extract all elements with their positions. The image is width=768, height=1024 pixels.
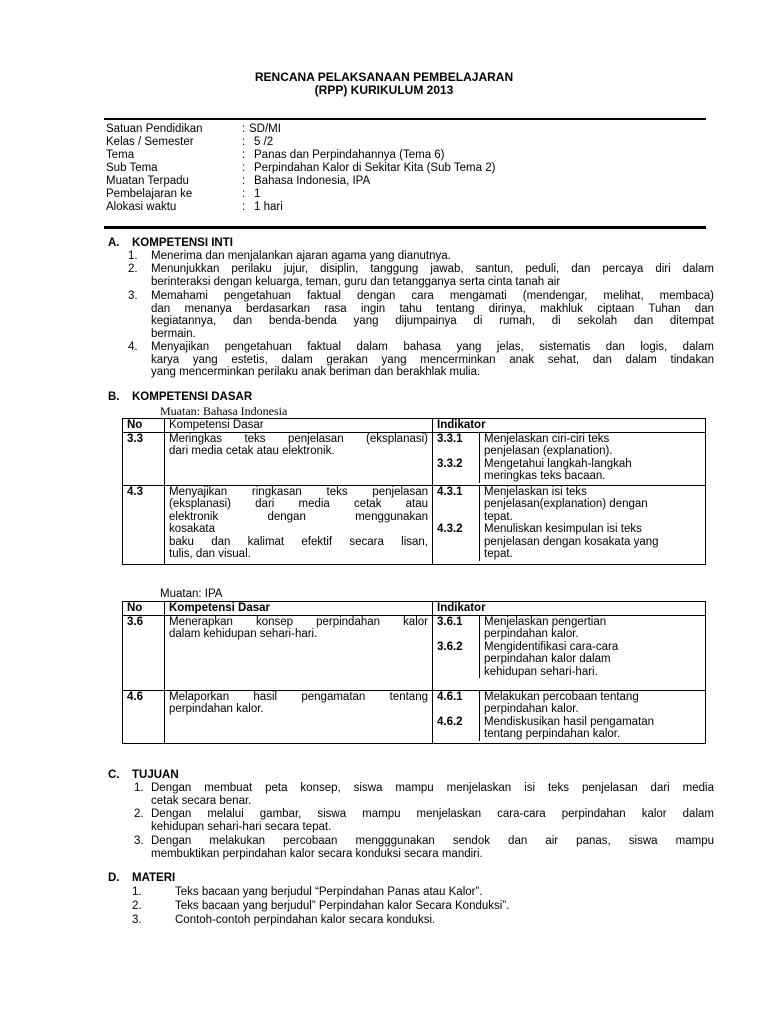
divider-bottom — [104, 226, 706, 229]
table-row: 4.6 Melaporkan hasil pengamatan tentang perpindahan kalor. 4.6.1 Melakukan percobaan tentang perpindahan kalor. 4.6.2 Mendiskusikan hasil pengamatan tentang perpindahan kalor. — [123, 690, 706, 743]
table-caption-bi: Muatan: Bahasa Indonesia — [160, 404, 288, 418]
info-row: Muatan Terpadu : Bahasa Indonesia, IPA — [106, 175, 371, 187]
document-title-line2: (RPP) KURIKULUM 2013 — [314, 83, 454, 97]
col-header-indikator: Indikator — [433, 419, 706, 433]
info-row: Tema : Panas dan Perpindahannya (Tema 6) — [106, 149, 445, 161]
col-header-indikator: Indikator — [433, 602, 706, 616]
document-title-line1: RENCANA PELAKSANAAN PEMBELAJARAN — [254, 70, 514, 84]
col-header-no: No — [123, 602, 165, 616]
col-header-kd: Kompetensi Dasar — [165, 602, 433, 616]
info-row: Kelas / Semester : 5 /2 — [106, 136, 274, 148]
col-header-no: No — [123, 419, 165, 433]
info-row: Sub Tema : Perpindahan Kalor di Sekitar Kita (Sub Tema 2) — [106, 162, 496, 174]
col-header-kd: Kompetensi Dasar — [165, 419, 433, 433]
info-row: Alokasi waktu : 1 hari — [106, 201, 283, 213]
kd-table-bahasa-indonesia — [122, 418, 706, 565]
table-caption-ipa: Muatan: IPA — [160, 588, 223, 600]
info-row: Satuan Pendidikan : SD/MI — [106, 123, 281, 135]
divider-top — [104, 118, 706, 120]
table-row: 3.6 Menerapkan konsep perpindahan kalor dalam kehidupan sehari-hari. 3.6.1 Menjelaskan pengertian perpindahan kalor. 3.6.2 Mengidentifikasi cara-cara perpindahan kalor dalam kehidupan sehari-hari. — [123, 615, 706, 690]
kd-table-ipa — [122, 601, 706, 744]
table-row: 3.3 Meringkas teks penjelasan (eksplanasi) dari media cetak atau elektronik. 3.3.1 Menjelaskan ciri-ciri teks penjelasan (explanation). 3.3.2 Mengetahui langkah-langkah meringkas teks bacaan. — [123, 432, 706, 485]
table-header-row — [123, 602, 706, 616]
table-row: 4.3 Menyajikan ringkasan teks penjelasan (eksplanasi) dari media cetak atau elektronik dengan menggunakan kosakata baku dan kalimat efektif secara lisan, tulis, dan visual. 4.3.1 Menjelaskan isi teks penjelasan(explanation) dengan tepat. 4.3.2 Menuliskan kesimpulan isi teks penjelasan dengan kosakata yang tepat. — [123, 485, 706, 564]
table-header-row — [123, 419, 706, 433]
info-row: Pembelajaran ke : 1 — [106, 188, 261, 200]
